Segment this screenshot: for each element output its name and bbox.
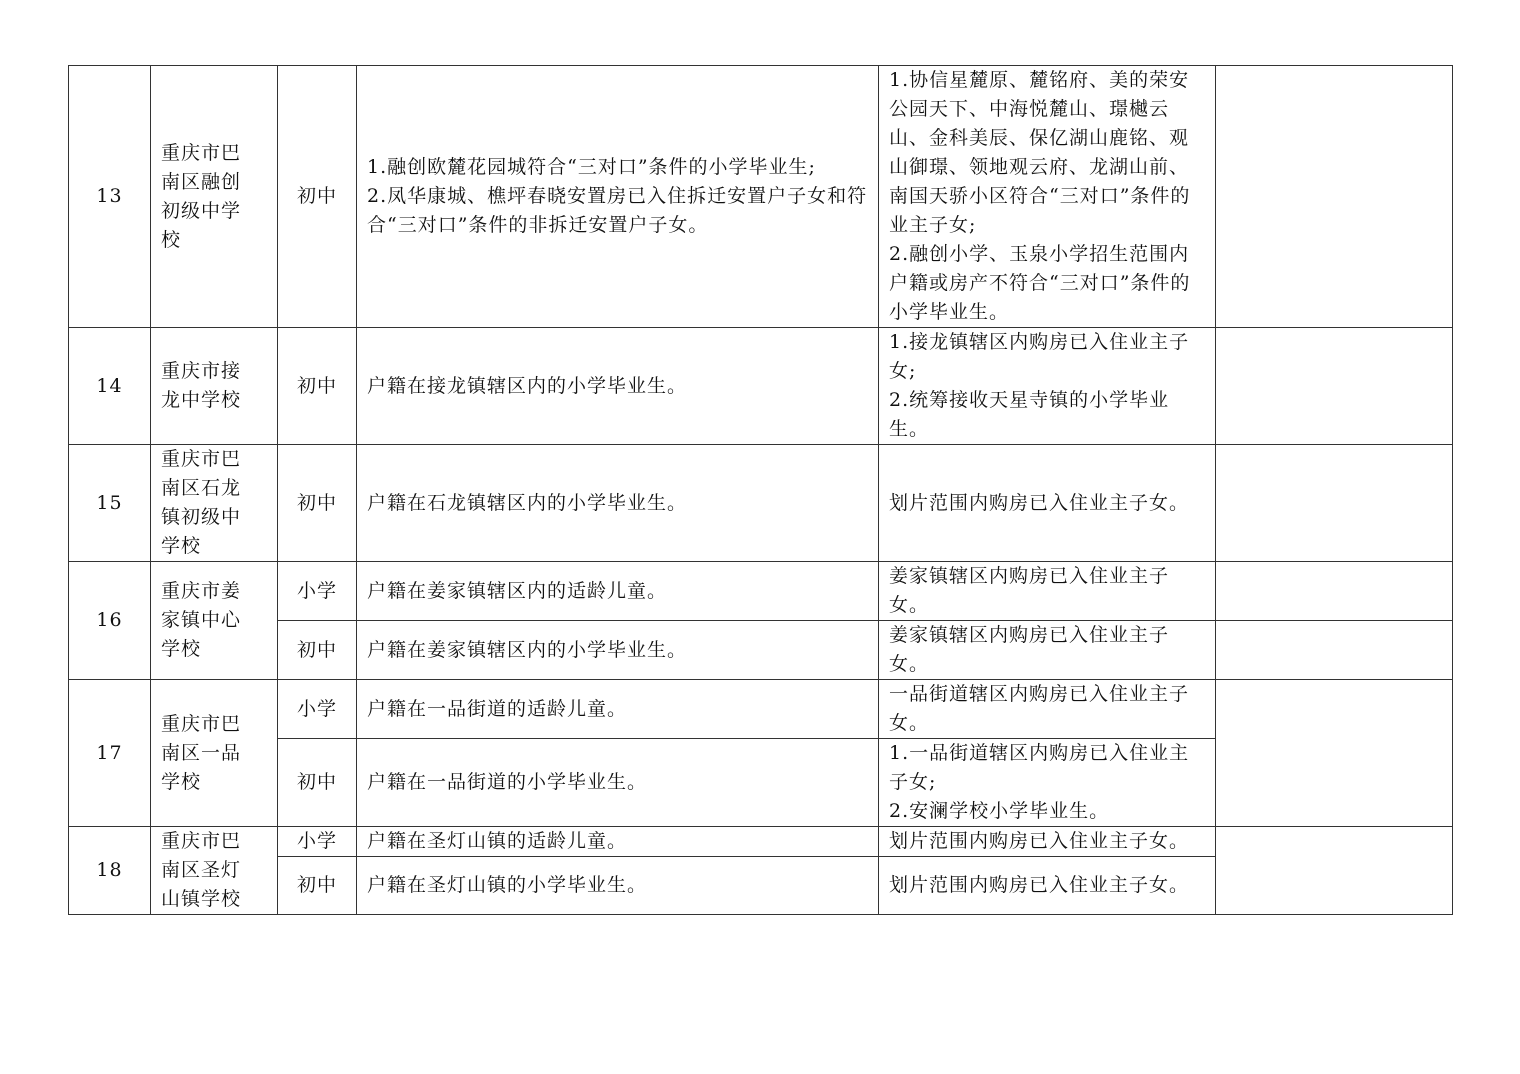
note-cell: [1216, 445, 1453, 562]
table-row: [69, 680, 1453, 739]
enrollment-area: 户籍在圣灯山镇的适龄儿童。: [357, 827, 879, 857]
school-name: 重庆市巴 南区一品 学校: [151, 680, 278, 827]
row-number: 14: [69, 328, 151, 445]
school-stage: 初中: [278, 621, 357, 680]
overall-plan: 划片范围内购房已入住业主子女。: [879, 857, 1216, 915]
school-stage: 初中: [278, 739, 357, 827]
row-number: 16: [69, 562, 151, 680]
note-cell: [1216, 328, 1453, 445]
school-stage: 小学: [278, 680, 357, 739]
overall-plan: 1.一品街道辖区内购房已入住业主子女; 2.安澜学校小学毕业生。: [879, 739, 1216, 827]
school-stage: 小学: [278, 562, 357, 621]
school-stage: 初中: [278, 66, 357, 328]
note-cell: [1216, 562, 1453, 621]
enrollment-area: 户籍在姜家镇辖区内的小学毕业生。: [357, 621, 879, 680]
row-number: 15: [69, 445, 151, 562]
school-name: 重庆市巴 南区圣灯 山镇学校: [151, 827, 278, 915]
overall-plan: 1.接龙镇辖区内购房已入住业主子女; 2.统筹接收天星寺镇的小学毕业生。: [879, 328, 1216, 445]
overall-plan: 姜家镇辖区内购房已入住业主子女。: [879, 562, 1216, 621]
row-number: 13: [69, 66, 151, 328]
note-cell: [1216, 827, 1453, 915]
enrollment-area: 户籍在一品街道的小学毕业生。: [357, 739, 879, 827]
note-cell: [1216, 66, 1453, 328]
school-stage: 初中: [278, 857, 357, 915]
enrollment-area: 户籍在姜家镇辖区内的适龄儿童。: [357, 562, 879, 621]
school-name: 重庆市巴 南区石龙 镇初级中 学校: [151, 445, 278, 562]
note-cell: [1216, 680, 1453, 827]
table-row: [69, 562, 1453, 621]
table-row: [69, 328, 1453, 445]
enrollment-area: 1.融创欧麓花园城符合“三对口”条件的小学毕业生; 2.凤华康城、樵坪春晓安置房已入住拆迁安置户子女和符合“三对口”条件的非拆迁安置户子女。: [357, 66, 879, 328]
overall-plan: 划片范围内购房已入住业主子女。: [879, 827, 1216, 857]
row-number: 17: [69, 680, 151, 827]
school-stage: 小学: [278, 827, 357, 857]
table-row: [69, 827, 1453, 857]
note-cell: [1216, 621, 1453, 680]
school-name: 重庆市巴 南区融创 初级中学 校: [151, 66, 278, 328]
school-stage: 初中: [278, 328, 357, 445]
overall-plan: 一品街道辖区内购房已入住业主子女。: [879, 680, 1216, 739]
overall-plan: 划片范围内购房已入住业主子女。: [879, 445, 1216, 562]
table-row: [69, 66, 1453, 328]
overall-plan: 姜家镇辖区内购房已入住业主子女。: [879, 621, 1216, 680]
enrollment-area: 户籍在一品街道的适龄儿童。: [357, 680, 879, 739]
row-number: 18: [69, 827, 151, 915]
enrollment-table: [68, 65, 1453, 915]
enrollment-area: 户籍在接龙镇辖区内的小学毕业生。: [357, 328, 879, 445]
school-stage: 初中: [278, 445, 357, 562]
school-name: 重庆市接 龙中学校: [151, 328, 278, 445]
school-name: 重庆市姜 家镇中心 学校: [151, 562, 278, 680]
enrollment-area: 户籍在石龙镇辖区内的小学毕业生。: [357, 445, 879, 562]
enrollment-area: 户籍在圣灯山镇的小学毕业生。: [357, 857, 879, 915]
table-row: [69, 445, 1453, 562]
overall-plan: 1.协信星麓原、麓铭府、美的荣安公园天下、中海悦麓山、璟樾云山、金科美辰、保亿湖山鹿铭、观山御璟、领地观云府、龙湖山前、南国天骄小区符合“三对口”条件的业主子女; 2.融创小学、玉泉小学招生范围内户籍或房产不符合“三对口”条件的小学毕业生。: [879, 66, 1216, 328]
